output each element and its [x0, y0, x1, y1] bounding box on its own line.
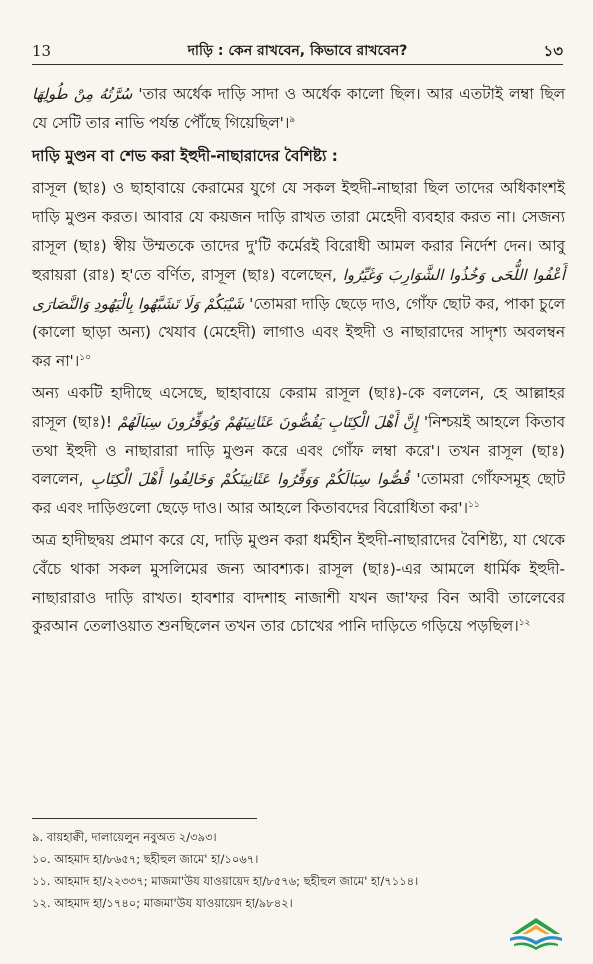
footnote: ৯. বায়হাক্বী, দালায়েলুন নবুঅত ২/৩৯৩।	[32, 830, 217, 844]
running-title: দাড়ি : কেন রাখবেন, কিভাবে রাখবেন?	[187, 43, 408, 59]
paragraph-1	[32, 80, 565, 138]
arabic-hadith: أَعْفُوا اللُّحَى وَخُذُوا الشَّوَارِبَ وَغَيِّرُوا شَيْبَكُمْ وَلَا تَشَبَّهُوا بِالْيَهُودِ وَالنَّصَارَى	[32, 265, 565, 313]
page-number-latin: 13	[32, 42, 52, 60]
body-text	[32, 80, 565, 644]
section-heading: দাড়ি মুণ্ডন বা শেভ করা ইহুদী-নাছারাদের বৈশিষ্ট্য :	[32, 146, 338, 165]
paragraph-text: 'তার অর্ধেক দাড়ি সাদা ও অর্ধেক কালো ছিল। আর এতটাই লম্বা ছিল যে সেটি তার নাভি পর্যন্ত পৌঁছে গিয়েছিল'।	[32, 85, 565, 132]
paragraph-text: রাসূল (ছাঃ) ও ছাহাবায়ে কেরামের যুগে যে সকল ইহুদী-নাছারা ছিল তাদের অধিকাংশই দাড়ি মুণ্ডন করত। আবার যে কয়জন দাড়ি রাখত তারা মেহেদী ব্যবহার করত না। সেজন্য রাসূল (ছাঃ) স্বীয় উম্মতকে তাদের দু'টি কর্মেরই বিরোধী আমল করার নির্দেশ দেন। আবু হুরায়রা (রাঃ) হ'তে বর্ণিত, রাসূল (ছাঃ) বলেছেন,	[32, 179, 565, 284]
paragraph-4	[32, 526, 565, 641]
paragraph-text: 'নিশ্চয়ই আহলে কিতাব তথা ইহুদী ও নাছারারা দাড়ি মুণ্ডন করে এবং গোঁফ লম্বা করে'। তখন রাসূল (ছাঃ) বললেন,	[32, 412, 566, 489]
paragraph-3	[32, 379, 565, 523]
footnote: ১০. আহমাদ হা/৮৬৫৭; ছহীহুল জামে' হা/১০৬৭।	[32, 852, 259, 866]
footnote-ref: ৯	[289, 114, 296, 125]
running-header	[32, 40, 563, 62]
footnote-ref: ১২	[518, 618, 531, 629]
arabic-hadith: قُصُّوا سِبَالَكُمْ وَوَفِّرُوا عَثَانِينَكُمْ وَخَالِفُوا أَهْلَ الْكِتَابِ	[90, 470, 410, 489]
footnote-ref: ১০	[79, 353, 91, 364]
paragraph-text: 'তোমরা গোঁফসমূহ ছোট কর এবং দাড়িগুলো ছেড়ে দাও। আর আহলে কিতাবদের বিরোধিতা কর'।	[32, 470, 565, 518]
footnote-ref: ১১	[468, 500, 480, 511]
arabic-hadith: إِنَّ أَهْلَ الْكِتَابِ يَقُصُّونَ عَثَانِينَهُمْ وَيُوَفِّرُونَ سِبَالَهُمْ	[117, 412, 419, 431]
footnote-rule	[32, 818, 257, 819]
paragraph-2	[32, 174, 565, 376]
paragraph-text: 'তোমরা দাড়ি ছেড়ে দাও, গোঁফ ছোট কর, পাকা চুলে (কালো ছাড়া অন্য) খেযাব (মেহেদী) লাগাও এবং ইহুদী ও নাছারাদের সাদৃশ্য অবলম্বন কর না'।	[32, 294, 565, 371]
arabic-quote: سُرَّتُهُ مِنْ طُولِهَا	[32, 85, 133, 103]
footnotes	[32, 826, 565, 914]
footnote: ১২. আহমাদ হা/১৭৪০; মাজমা'উয যাওয়ায়েদ হা/৯৮৪২।	[32, 896, 293, 910]
paragraph-text: অত্র হাদীছদ্বয় প্রমাণ করে যে, দাড়ি মুণ্ডন করা ধর্মহীন ইহুদী-নাছারাদের বৈশিষ্ট্য, যা থেকে বেঁচে থাকা সকল মুসলিমের জন্য আবশ্যক। রাসূল (ছাঃ)-এর আমলে ধার্মিক ইহুদী-নাছারারাও দাড়ি রাখত। হাবশার বাদশাহ নাজাশী যখন জা'ফর বিন আবী তালেবের কুরআন তেলাওয়াত শুনছিলেন তখন তার চোখের পানি দাড়িতে গড়িয়ে পড়ছিল।	[32, 530, 565, 636]
page-number-bengali: ১৩	[543, 42, 563, 60]
publisher-logo-icon	[506, 912, 566, 952]
header-rule	[32, 64, 563, 65]
paragraph-text: অন্য একটি হাদীছে এসেছে, ছাহাবায়ে কেরাম রাসূল (ছাঃ)-কে বললেন, হে আল্লাহর রাসূল (ছাঃ)!	[32, 383, 565, 431]
footnote: ১১. আহমাদ হা/২২৩৩৭; মাজমা'উয যাওয়ায়েদ হা/৮৫৭৬; ছহীহুল জামে' হা/৭১১৪।	[32, 874, 419, 888]
